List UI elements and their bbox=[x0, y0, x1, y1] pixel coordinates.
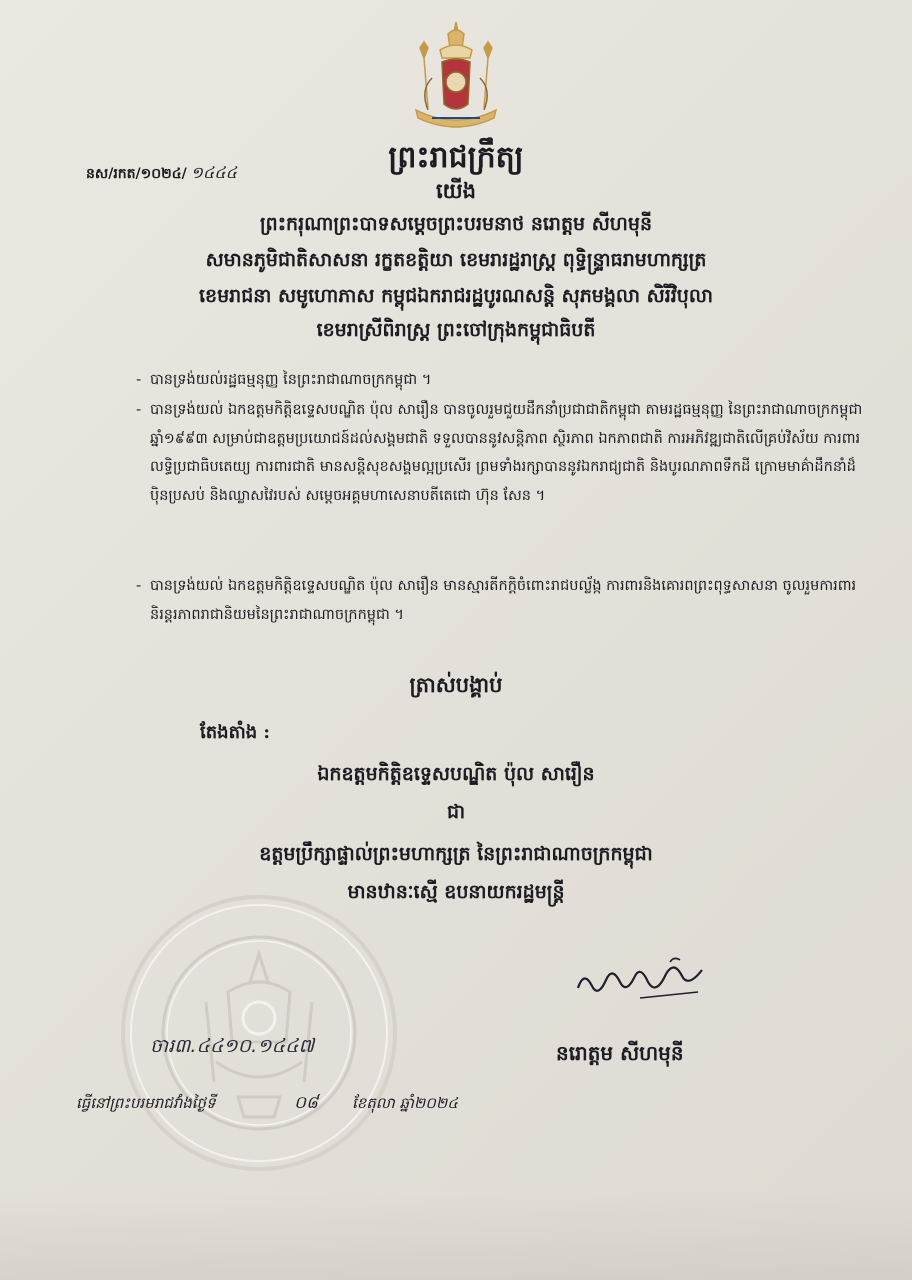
appointee-name: ឯកឧត្តមកិត្តិឧទ្ទេសបណ្ឌិត ប៉ុល សារឿន bbox=[317, 763, 595, 785]
reference-handwritten: ១៤៤៤ bbox=[190, 163, 237, 182]
done-month-year: ខែតុលា ឆ្នាំ២០២៤ bbox=[352, 1094, 458, 1112]
preamble-item bbox=[136, 396, 870, 510]
order-heading: ត្រាស់បង្គាប់ bbox=[409, 672, 503, 697]
done-day: ០៨ bbox=[294, 1093, 319, 1113]
royal-title-line-2: សមានភូមិជាតិសាសនា រក្ខតខត្តិយា ខេមរារដ្ឋរាស្ត្រ ពុទ្ធិន្ទ្រាធរាមហាក្សត្រ bbox=[205, 249, 707, 271]
registration-handwritten: ចារ៣.៤៤១០.១៤៤៧ bbox=[150, 1035, 315, 1057]
done-at-label: ធ្វើនៅព្រះបរមរាជវាំងថ្ងៃទី bbox=[76, 1094, 216, 1112]
royal-signature-icon bbox=[570, 952, 710, 1012]
royal-coat-of-arms-icon bbox=[402, 18, 510, 136]
preamble-text: បានទ្រង់យល់ ឯកឧត្តមកិត្តិឧទ្ទេសបណ្ឌិត ប៉ុល សារឿន មានស្មារតីកក្តិចំពោះរាជបល្ល័ង្ក ការពារនិងគោរពព្រះពុទ្ធសាសនា ចូលរួមការពារនិរន្តរភាពរាជានិយមនៃព្រះរាជាណាចក្រកម្ពុជា ។ bbox=[150, 578, 857, 623]
preamble-item bbox=[136, 366, 870, 395]
paper-shadow bbox=[0, 1190, 912, 1280]
preamble-item bbox=[136, 572, 870, 629]
royal-title-line-4: ខេមរាស្រីពិរាស្ត្រ ព្រះចៅក្រុងកម្ពុជាធិបតី bbox=[316, 319, 596, 341]
preamble-text: បានទ្រង់យល់ ឯកឧត្តមកិត្តិឧទ្ទេសបណ្ឌិត ប៉ុល សារឿន បានចូលរួមជួយដឹកនាំប្រជាជាតិកម្ពុជា តាមរដ្ឋធម្មនុញ្ញ នៃព្រះរាជាណាចក្រកម្ពុជា ឆ្នាំ១៩៩៣ សម្រាប់ជាឧត្តមប្រយោជន៍ដល់សង្គមជាតិ ទទួលបាននូវសន្តិភាព ស្ថិរភាព ឯកភាពជាតិ ការអភិវឌ្ឍជាតិលើគ្រប់វិស័យ ការពារលទ្ធិប្រជាធិបតេយ្យ ការពារជាតិ មានសន្តិសុខសង្គមល្អប្រសើរ ព្រមទាំងរក្សាបាននូវឯករាជ្យជាតិ និងបូរណភាពទឹកដី ក្រោមមាគ៌ាដឹកនាំដ៏ប៉ិនប្រសប់ និងឈ្លាសវៃរបស់ សម្តេចអគ្គមហាសេនាបតីតេជោ ហ៊ុន សែន ។ bbox=[150, 402, 863, 504]
preamble-text: បានទ្រង់យល់រដ្ឋធម្មនុញ្ញ នៃព្រះរាជាណាចក្រកម្ពុជា ។ bbox=[150, 372, 432, 388]
bullet-dash: - bbox=[136, 402, 142, 418]
appoint-label: តែងតាំង : bbox=[200, 722, 271, 743]
as-word: ជា bbox=[446, 801, 466, 823]
royal-title-line-3: ខេមរាជនា សមូហោភាស កម្ពុជឯករាជរដ្ឋបូរណសន្តិ សុភមង្គលា សិរីវិបុលា bbox=[199, 285, 713, 307]
position-line-2: មានឋានៈស្មើ ឧបនាយករដ្ឋមន្ត្រី bbox=[347, 881, 565, 903]
embossed-royal-seal-icon bbox=[118, 892, 400, 1174]
signatory-name: នរោត្តម សីហមុនី bbox=[556, 1041, 684, 1065]
reference-number: នស/រកត/១០២៤/ bbox=[86, 166, 187, 182]
bullet-dash: - bbox=[136, 372, 142, 388]
position-line-1: ឧត្តមប្រឹក្សាផ្ទាល់ព្រះមហាក្សត្រ នៃព្រះរាជាណាចក្រកម្ពុជា bbox=[259, 843, 653, 865]
we-heading: យើង bbox=[436, 178, 476, 203]
bullet-dash: - bbox=[136, 578, 142, 594]
document-title: ព្រះរាជក្រឹត្យ bbox=[388, 140, 524, 175]
royal-title-line-1: ព្រះករុណាព្រះបាទសម្តេចព្រះបរមនាថ នរោត្តម សីហមុនី bbox=[259, 213, 653, 235]
